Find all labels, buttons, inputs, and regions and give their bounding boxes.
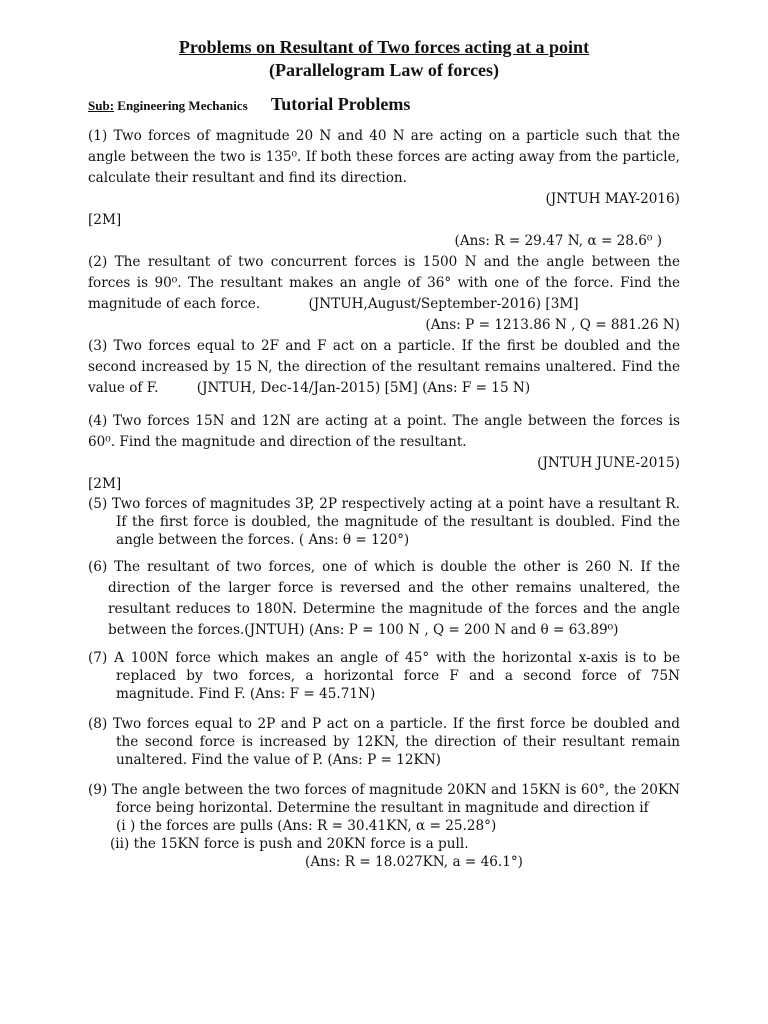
problem-3-body: (3) Two forces equal to 2F and F act on a particle. If the first be doubled and the second increased by 15 N, the direction of the resultant remains unaltered. Find the value of F.	[88, 338, 680, 396]
document-page	[88, 36, 680, 871]
problem-8-text: (8) Two forces equal to 2P and P act on a particle. If the first force be doubled and the second force is increased by 12KN, the direction of their resultant remain unaltered. Find the value of P. (Ans: P = 12KN)	[88, 716, 680, 768]
page-subtitle: (Parallelogram Law of forces)	[268, 60, 500, 80]
problem-6-text: (6) The resultant of two forces, one of which is double the other is 260 N. If the direction of the larger force is reversed and the other remains unaltered, the resultant reduces to 180N. Determine the magnitude of the forces and the angle between the forces.(JNTUH) (Ans: P = 100 N , Q = 200 N and θ = 63.89⁰)	[88, 559, 680, 638]
problem-2-body: (2) The resultant of two concurrent forces is 1500 N and the angle between the forces is 90⁰. The resultant makes an angle of 36° with one of the force. Find the magnitude of each force.	[88, 254, 680, 312]
problem-3-source: (JNTUH, Dec-14/Jan-2015) [5M]	[196, 380, 418, 396]
problem-2-answer: (Ans: P = 1213.86 N , Q = 881.26 N)	[425, 317, 680, 333]
page-title: Problems on Resultant of Two forces acting at a point	[178, 37, 590, 57]
problem-4-marks: [2M]	[88, 476, 122, 492]
problem-9-part-ii: (ii) the 15KN force is push and 20KN force is a pull.	[110, 836, 469, 852]
subject-label: Sub:	[88, 98, 115, 113]
problem-7-text: (7) A 100N force which makes an angle of 45° with the horizontal x-axis is to be replaced by two forces, a horizontal force F and a second force of 75N magnitude. Find F. (Ans: F = 45.71N)	[88, 650, 680, 702]
tutorial-heading: Tutorial Problems	[270, 94, 411, 114]
problem-1-source: (JNTUH MAY-2016)	[545, 191, 680, 207]
subject-name: Engineering Mechanics	[117, 98, 248, 113]
problem-4-source: (JNTUH JUNE-2015)	[537, 455, 680, 471]
problem-9-text: (9) The angle between the two forces of magnitude 20KN and 15KN is 60°, the 20KN force being horizontal. Determine the resultant in magnitude and direction if	[88, 782, 680, 816]
problem-3-answer: (Ans: F = 15 N)	[422, 380, 531, 396]
problem-9-answer-ii: (Ans: R = 18.027KN, a = 46.1°)	[305, 854, 523, 870]
problem-4-text: (4) Two forces 15N and 12N are acting at a point. The angle between the forces is 60⁰. Find the magnitude and direction of the resultant.	[88, 413, 680, 450]
subject-line	[88, 94, 680, 116]
problem-9-part-i: (i ) the forces are pulls (Ans: R = 30.41KN, α = 25.28°)	[116, 818, 497, 834]
problem-2-text	[88, 252, 680, 315]
problem-5-text: (5) Two forces of magnitudes 3P, 2P respectively acting at a point have a resultant R. If the first force is doubled, the magnitude of the resultant is doubled. Find the angle between the forces. ( Ans: θ = 120°)	[88, 496, 680, 548]
problem-1-marks: [2M]	[88, 212, 122, 228]
problem-1-answer: (Ans: R = 29.47 N, α = 28.6⁰ )	[454, 233, 662, 249]
problem-3-text	[88, 336, 680, 399]
problem-2-source: (JNTUH,August/September-2016) [3M]	[308, 296, 579, 312]
problem-1-text: (1) Two forces of magnitude 20 N and 40 N are acting on a particle such that the angle between the two is 135⁰. If both these forces are acting away from the particle, calculate their resultant and find its direction.	[88, 128, 680, 186]
